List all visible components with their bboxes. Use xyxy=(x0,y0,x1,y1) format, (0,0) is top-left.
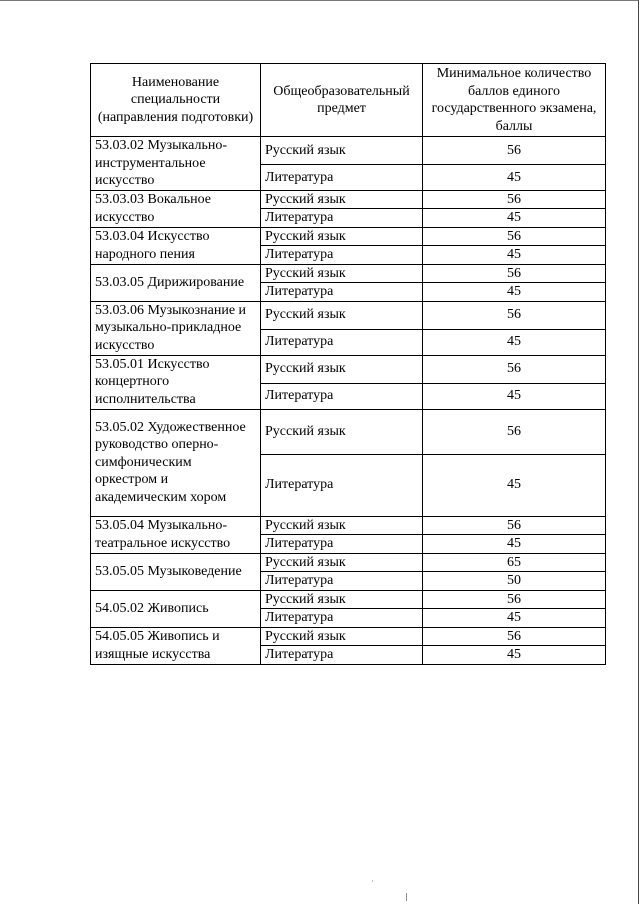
specialty-cell: 53.03.04 Искусство народного пения xyxy=(91,227,261,264)
specialty-cell: 54.05.05 Живопись и изящные искусства xyxy=(91,627,261,664)
score-cell: 56 xyxy=(423,627,606,646)
score-cell: 45 xyxy=(423,165,606,190)
specialty-cell: 53.03.02 Музыкально-инструментальное искусство xyxy=(91,137,261,191)
score-cell: 56 xyxy=(423,227,606,246)
table-header-row xyxy=(91,64,606,137)
table-row xyxy=(91,590,606,609)
score-cell: 56 xyxy=(423,355,606,383)
subject-cell: Русский язык xyxy=(261,301,423,329)
specialty-cell: 53.05.04 Музыкально-театральное искусство xyxy=(91,516,261,553)
subject-cell: Литература xyxy=(261,454,423,516)
score-cell: 56 xyxy=(423,301,606,329)
score-cell: 65 xyxy=(423,553,606,572)
scan-artifact xyxy=(406,893,407,901)
score-cell: 45 xyxy=(423,454,606,516)
subject-cell: Русский язык xyxy=(261,409,423,454)
table-row xyxy=(91,264,606,283)
subject-cell: Русский язык xyxy=(261,516,423,535)
specialty-cell: 53.05.02 Художественное руководство оперно-симфоническим оркестром и академическим хором xyxy=(91,409,261,516)
score-cell: 45 xyxy=(423,246,606,265)
table-row xyxy=(91,409,606,454)
scan-artifact xyxy=(372,880,373,882)
subject-cell: Литература xyxy=(261,572,423,591)
subject-cell: Литература xyxy=(261,383,423,409)
score-cell: 45 xyxy=(423,283,606,302)
subject-cell: Русский язык xyxy=(261,227,423,246)
score-cell: 45 xyxy=(423,646,606,665)
score-cell: 56 xyxy=(423,264,606,283)
subject-cell: Литература xyxy=(261,165,423,190)
score-cell: 45 xyxy=(423,209,606,228)
specialty-cell: 53.03.06 Музыкознание и музыкально-прикладное искусство xyxy=(91,301,261,355)
subject-cell: Литература xyxy=(261,646,423,665)
subject-cell: Русский язык xyxy=(261,264,423,283)
table-row xyxy=(91,227,606,246)
table-row xyxy=(91,516,606,535)
header-specialty: Наименование специальности (направления подготовки) xyxy=(91,64,261,137)
subject-cell: Литература xyxy=(261,329,423,355)
specialty-cell: 53.03.05 Дирижирование xyxy=(91,264,261,301)
subject-cell: Литература xyxy=(261,209,423,228)
score-cell: 45 xyxy=(423,535,606,554)
score-cell: 50 xyxy=(423,572,606,591)
score-cell: 56 xyxy=(423,137,606,165)
subject-cell: Русский язык xyxy=(261,355,423,383)
table-row xyxy=(91,301,606,329)
exam-scores-table xyxy=(90,63,606,665)
table-row xyxy=(91,137,606,165)
specialty-cell: 53.05.01 Искусство концертного исполнительства xyxy=(91,355,261,409)
table-row xyxy=(91,627,606,646)
header-min-score: Минимальное количество баллов единого государственного экзамена, баллы xyxy=(423,64,606,137)
subject-cell: Литература xyxy=(261,283,423,302)
subject-cell: Русский язык xyxy=(261,190,423,209)
subject-cell: Русский язык xyxy=(261,590,423,609)
header-subject: Общеобразовательный предмет xyxy=(261,64,423,137)
score-cell: 56 xyxy=(423,190,606,209)
table-row xyxy=(91,355,606,383)
score-cell: 56 xyxy=(423,516,606,535)
subject-cell: Русский язык xyxy=(261,627,423,646)
specialty-cell: 53.05.05 Музыковедение xyxy=(91,553,261,590)
score-cell: 56 xyxy=(423,409,606,454)
subject-cell: Литература xyxy=(261,246,423,265)
subject-cell: Литература xyxy=(261,609,423,628)
table-row xyxy=(91,190,606,209)
specialty-cell: 54.05.02 Живопись xyxy=(91,590,261,627)
score-cell: 45 xyxy=(423,329,606,355)
score-cell: 45 xyxy=(423,609,606,628)
table-row xyxy=(91,553,606,572)
score-cell: 45 xyxy=(423,383,606,409)
specialty-cell: 53.03.03 Вокальное искусство xyxy=(91,190,261,227)
subject-cell: Русский язык xyxy=(261,553,423,572)
score-cell: 56 xyxy=(423,590,606,609)
subject-cell: Литература xyxy=(261,535,423,554)
subject-cell: Русский язык xyxy=(261,137,423,165)
